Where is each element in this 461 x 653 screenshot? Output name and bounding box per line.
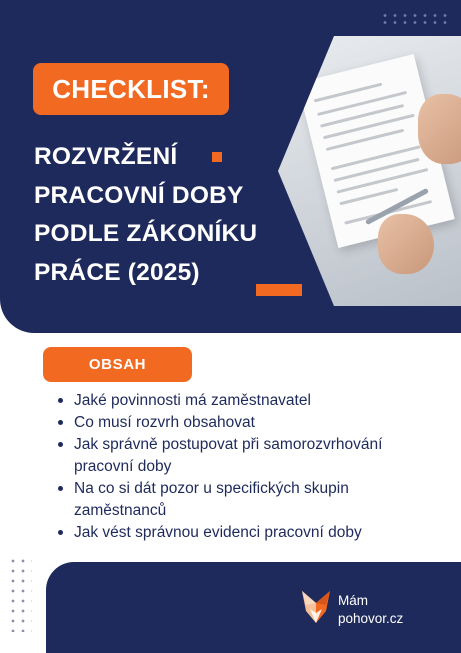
contents-item-text: Jak vést správnou evidenci pracovní doby — [74, 524, 362, 541]
fox-logo-icon — [300, 589, 332, 623]
checklist-badge — [33, 63, 229, 115]
contents-item-text: Co musí rozvrh obsahovat — [74, 414, 255, 431]
bullet-icon — [58, 530, 63, 535]
contents-item — [56, 478, 436, 522]
footer-banner — [46, 562, 461, 653]
bullet-icon — [58, 420, 63, 425]
orange-bar-accent — [256, 284, 302, 296]
hand-image — [378, 214, 434, 274]
decorative-dots — [8, 556, 32, 632]
title-line: PODLE ZÁKONÍKU — [34, 220, 258, 247]
brand-line: pohovor.cz — [338, 611, 404, 626]
contents-item — [56, 390, 436, 412]
brand-name — [338, 592, 403, 628]
title-line: PRÁCE (2025) — [34, 258, 200, 286]
brand-line: Mám — [338, 593, 368, 608]
title-line: ROZVRŽENÍ — [34, 143, 178, 170]
title-line: PRACOVNÍ DOBY — [34, 181, 244, 209]
bullet-icon — [58, 398, 63, 403]
contents-item — [56, 434, 436, 478]
hand-image — [418, 94, 461, 164]
contents-badge — [43, 347, 192, 382]
page-title — [34, 138, 304, 292]
orange-square-accent — [212, 152, 222, 162]
contents-item-text: Jak správně postupovat při samorozvrhování pracovní doby — [74, 436, 383, 475]
contents-item-text: Jaké povinnosti má zaměstnavatel — [74, 392, 311, 409]
checklist-badge-label: CHECKLIST: — [52, 73, 210, 104]
contents-item — [56, 412, 436, 434]
contents-item — [56, 522, 436, 544]
contents-list — [56, 390, 436, 544]
bullet-icon — [58, 486, 63, 491]
header-photo — [278, 36, 461, 306]
bullet-icon — [58, 442, 63, 447]
contents-badge-label: OBSAH — [88, 356, 147, 373]
decorative-dots — [380, 12, 452, 26]
contents-item-text: Na co si dát pozor u specifických skupin zaměstnanců — [74, 480, 349, 519]
